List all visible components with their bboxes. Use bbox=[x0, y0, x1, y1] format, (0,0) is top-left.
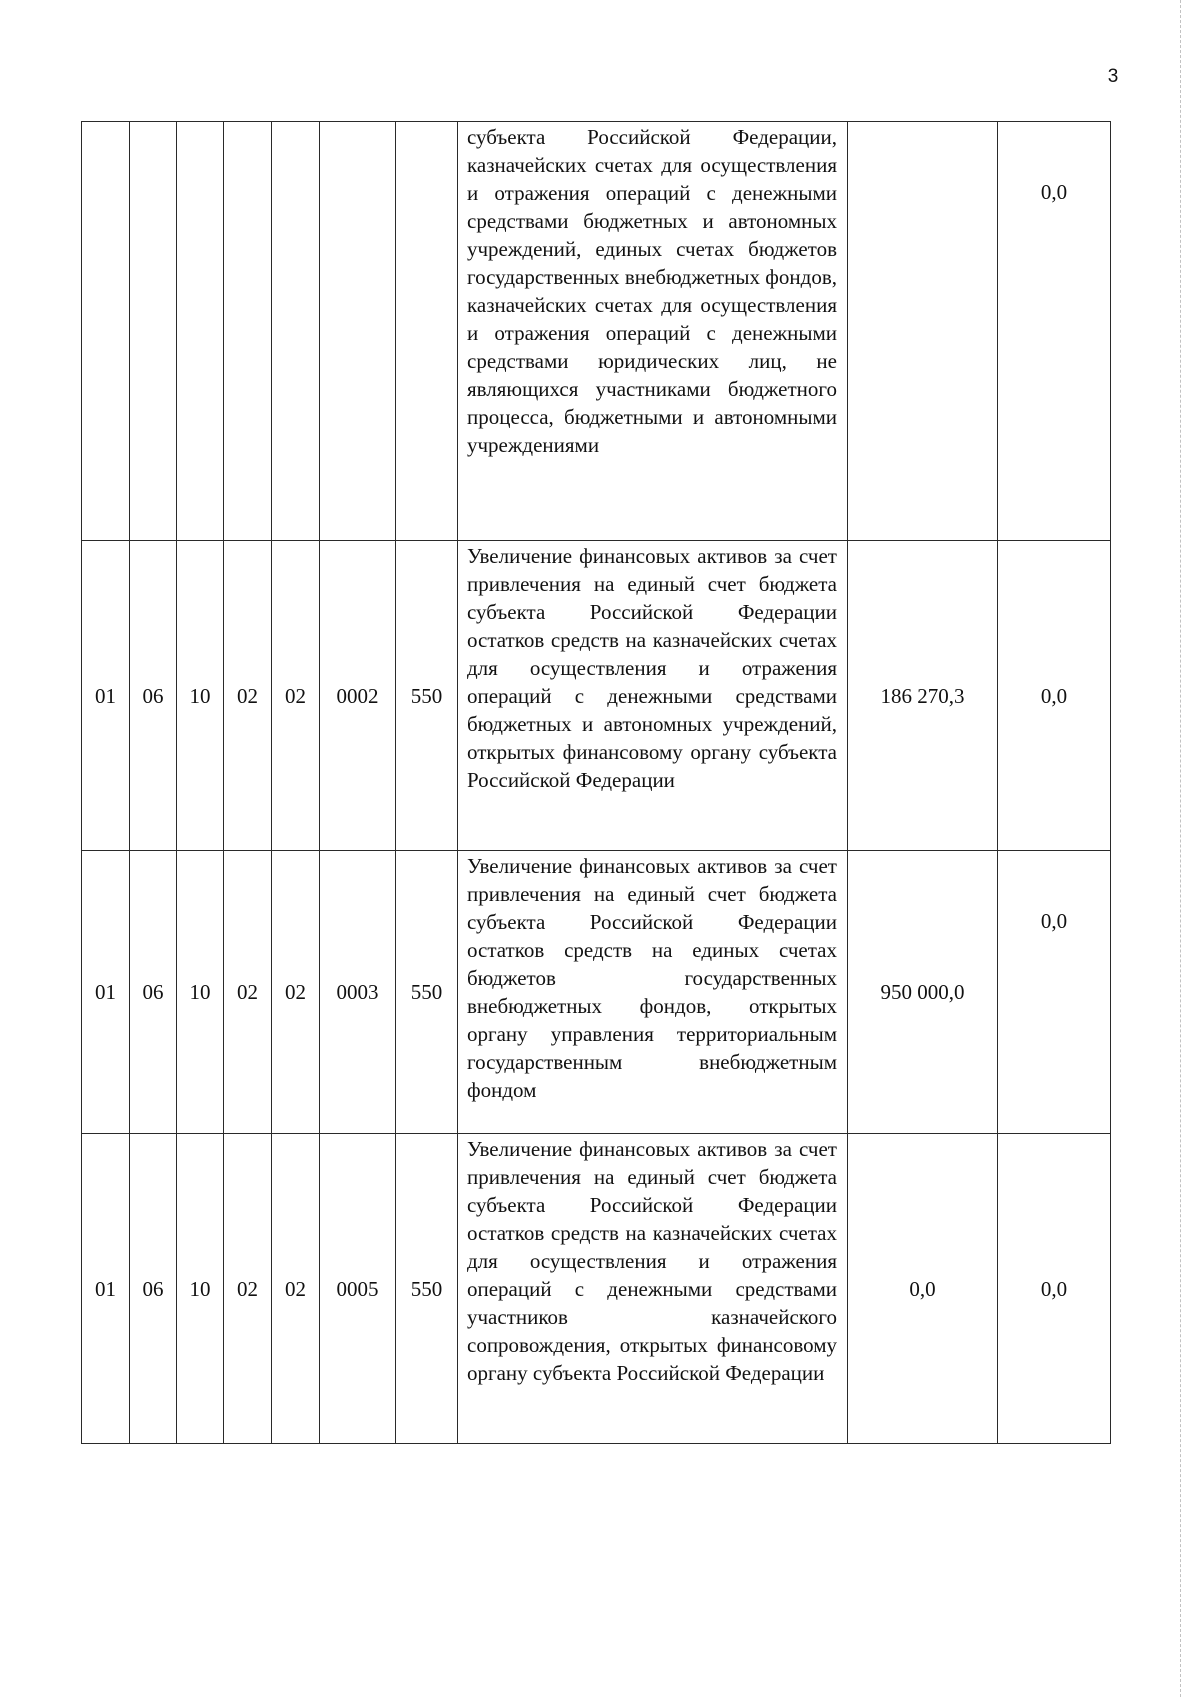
code-cell bbox=[320, 122, 396, 541]
code-cell bbox=[224, 122, 272, 541]
description-cell: Увеличение финансовых активов за счет привлечения на единый счет бюджета субъекта Российской Федерации остатков средств на казначейских счетах для осуществления и отражения операций с денежными средствами бюджетных и автономных учреждений, открытых финансовому органу субъекта Российской Федерации bbox=[458, 541, 848, 851]
value-cell: 0,0 bbox=[998, 1134, 1111, 1444]
value-cell: 950 000,0 bbox=[848, 851, 998, 1134]
code-cell: 02 bbox=[272, 851, 320, 1134]
code-cell: 02 bbox=[272, 1134, 320, 1444]
code-cell: 0003 bbox=[320, 851, 396, 1134]
code-cell: 06 bbox=[130, 851, 177, 1134]
code-cell: 06 bbox=[130, 541, 177, 851]
value-cell: 0,0 bbox=[848, 1134, 998, 1444]
code-cell: 02 bbox=[224, 1134, 272, 1444]
description-cell: Увеличение финансовых активов за счет привлечения на единый счет бюджета субъекта Российской Федерации остатков средств на единых счетах бюджетов государственных внебюджетных фондов, открытых органу управления территориальным государственным внебюджетным фондом bbox=[458, 851, 848, 1134]
code-cell: 06 bbox=[130, 1134, 177, 1444]
code-cell bbox=[82, 122, 130, 541]
description-cell: субъекта Российской Федерации, казначейских счетах для осуществления и отражения операций с денежными средствами бюджетных и автономных учреждений, единых счетах бюджетов государственных внебюджетных фондов, казначейских счетах для осуществления и отражения операций с денежными средствами юридических лиц, не являющихся участниками бюджетного процесса, бюджетными и автономными учреждениями bbox=[458, 122, 848, 541]
value-cell: 0,0 bbox=[998, 541, 1111, 851]
code-cell: 01 bbox=[82, 1134, 130, 1444]
code-cell: 550 bbox=[396, 1134, 458, 1444]
code-cell: 550 bbox=[396, 851, 458, 1134]
code-cell: 02 bbox=[224, 541, 272, 851]
code-cell: 02 bbox=[224, 851, 272, 1134]
code-cell bbox=[177, 122, 224, 541]
table-row bbox=[82, 122, 1111, 541]
scan-edge-line bbox=[1180, 0, 1182, 1697]
code-cell bbox=[272, 122, 320, 541]
code-cell: 01 bbox=[82, 851, 130, 1134]
table-row bbox=[82, 1134, 1111, 1444]
budget-sources-table bbox=[81, 121, 1111, 1444]
code-cell bbox=[130, 122, 177, 541]
page-number: 3 bbox=[1107, 66, 1119, 87]
code-cell bbox=[396, 122, 458, 541]
description-cell: Увеличение финансовых активов за счет привлечения на единый счет бюджета субъекта Российской Федерации остатков средств на казначейских счетах для осуществления и отражения операций с денежными средствами участников казначейского сопровождения, открытых финансовому органу субъекта Российской Федерации bbox=[458, 1134, 848, 1444]
code-cell: 0002 bbox=[320, 541, 396, 851]
value-text: 0,0 bbox=[1040, 180, 1068, 204]
table-row bbox=[82, 541, 1111, 851]
code-cell: 10 bbox=[177, 851, 224, 1134]
value-cell: 186 270,3 bbox=[848, 541, 998, 851]
code-cell: 01 bbox=[82, 541, 130, 851]
code-cell: 550 bbox=[396, 541, 458, 851]
value-text: 0,0 bbox=[1040, 909, 1068, 933]
code-cell: 10 bbox=[177, 541, 224, 851]
code-cell: 02 bbox=[272, 541, 320, 851]
value-cell bbox=[848, 122, 998, 541]
table-row bbox=[82, 851, 1111, 1134]
value-cell bbox=[998, 851, 1111, 1134]
value-cell bbox=[998, 122, 1111, 541]
code-cell: 10 bbox=[177, 1134, 224, 1444]
code-cell: 0005 bbox=[320, 1134, 396, 1444]
